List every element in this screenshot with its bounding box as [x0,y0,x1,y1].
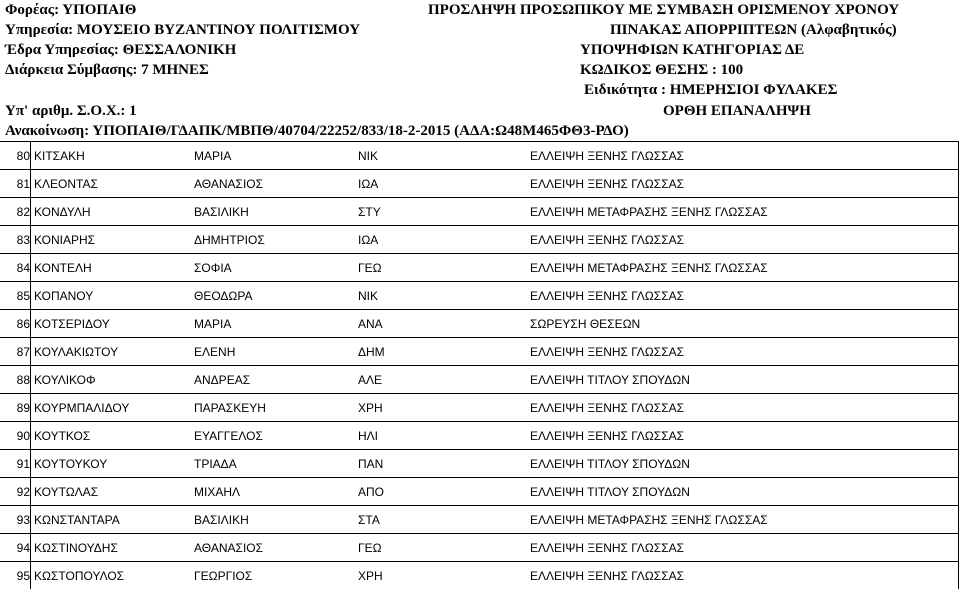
first-name: ΠΑΡΑΣΚΕΥΗ [194,401,266,415]
row-number: 85 [16,289,30,303]
rejection-reason: ΕΛΛΕΙΨΗ ΤΙΤΛΟΥ ΣΠΟΥΔΩΝ [530,457,690,471]
header-position-code: ΚΩΔΙΚΟΣ ΘΕΣΗΣ : 100 [580,62,744,78]
table-row [0,477,958,505]
rejection-reason: ΕΛΛΕΙΨΗ ΤΙΤΛΟΥ ΣΠΟΥΔΩΝ [530,485,690,499]
rejection-reason: ΕΛΛΕΙΨΗ ΞΕΝΗΣ ΓΛΩΣΣΑΣ [530,429,685,443]
father-name: ΓΕΩ [358,541,382,555]
last-name: ΚΟΥΛΙΚΟΦ [34,373,96,387]
father-name: ΝΙΚ [358,149,379,163]
first-name: ΘΕΟΔΩΡΑ [194,289,253,303]
first-name: ΜΑΡΙΑ [194,149,232,163]
table-row [0,169,958,197]
rejection-reason: ΕΛΛΕΙΨΗ ΤΙΤΛΟΥ ΣΠΟΥΔΩΝ [530,373,690,387]
table-row [0,253,958,281]
father-name: ΑΛΕ [358,373,383,387]
rejection-reason: ΕΛΛΕΙΨΗ ΞΕΝΗΣ ΓΛΩΣΣΑΣ [530,149,685,163]
father-name: ΧΡΗ [358,401,383,415]
father-name: ΙΩΑ [358,233,379,247]
first-name: ΜΙΧΑΗΛ [194,485,241,499]
row-number: 92 [16,485,30,499]
table-row [0,505,958,533]
row-number: 94 [16,541,30,555]
first-name: ΔΗΜΗΤΡΙΟΣ [194,233,265,247]
header-title: ΠΡΟΣΛΗΨΗ ΠΡΟΣΩΠΙΚΟΥ ΜΕ ΣΥΜΒΑΣΗ ΟΡΙΣΜΕΝΟΥ ΧΡΟΝΟΥ [428,2,900,18]
first-name: ΒΑΣΙΛΙΚΗ [194,513,249,527]
table-row [0,449,958,477]
header-agency: Φορέας: ΥΠΟΠΑΙΘ [5,2,137,18]
row-number: 91 [16,457,30,471]
table-row [0,141,958,169]
rejection-reason: ΕΛΛΕΙΨΗ ΞΕΝΗΣ ΓΛΩΣΣΑΣ [530,401,685,415]
last-name: ΚΟΥΛΑΚΙΩΤΟΥ [34,345,119,359]
last-name: ΚΛΕΟΝΤΑΣ [34,177,98,191]
document-header [0,0,960,140]
last-name: ΚΩΣΤΙΝΟΥΔΗΣ [34,541,118,555]
father-name: ΑΠΟ [358,485,385,499]
rejection-reason: ΕΛΛΕΙΨΗ ΜΕΤΑΦΡΑΣΗΣ ΞΕΝΗΣ ΓΛΩΣΣΑΣ [530,513,768,527]
rejection-reason: ΕΛΛΕΙΨΗ ΞΕΝΗΣ ΓΛΩΣΣΑΣ [530,345,685,359]
rejection-reason: ΕΛΛΕΙΨΗ ΞΕΝΗΣ ΓΛΩΣΣΑΣ [530,289,685,303]
header-contract-duration: Διάρκεια Σύμβασης: 7 ΜΗΝΕΣ [5,62,209,78]
last-name: ΚΙΤΣΑΚΗ [34,149,85,163]
first-name: ΜΑΡΙΑ [194,317,232,331]
row-number: 90 [16,429,30,443]
header-seat: Έδρα Υπηρεσίας: ΘΕΣΣΑΛΟΝΙΚΗ [5,42,237,58]
header-table-type: ΠΙΝΑΚΑΣ ΑΠΟΡΡΙΠΤΕΩΝ (Αλφαβητικός) [610,22,897,38]
table-row [0,561,958,589]
first-name: ΕΥΑΓΓΕΛΟΣ [194,429,263,443]
table-row [0,337,958,365]
row-number: 81 [16,177,30,191]
row-number: 87 [16,345,30,359]
father-name: ΧΡΗ [358,569,383,583]
rejection-reason: ΕΛΛΕΙΨΗ ΜΕΤΑΦΡΑΣΗΣ ΞΕΝΗΣ ΓΛΩΣΣΑΣ [530,205,768,219]
row-number: 80 [16,149,30,163]
table-row [0,225,958,253]
header-soc-number: Υπ' αριθμ. Σ.Ο.Χ.: 1 [5,103,137,119]
table-row [0,533,958,561]
first-name: ΑΘΑΝΑΣΙΟΣ [194,177,264,191]
last-name: ΚΟΝΔΥΛΗ [34,205,91,219]
father-name: ΣΤΑ [358,513,380,527]
row-number: 83 [16,233,30,247]
father-name: ΑΝΑ [358,317,383,331]
table-row [0,281,958,309]
last-name: ΚΟΥΤΚΟΣ [34,429,91,443]
row-number: 82 [16,205,30,219]
father-name: ΠΑΝ [358,457,384,471]
first-name: ΑΝΔΡΕΑΣ [194,373,251,387]
table-row [0,393,958,421]
last-name: ΚΟΥΤΩΛΑΣ [34,485,99,499]
table-column-divider [30,141,31,589]
rejection-reason: ΕΛΛΕΙΨΗ ΞΕΝΗΣ ΓΛΩΣΣΑΣ [530,569,685,583]
first-name: ΣΟΦΙΑ [194,261,232,275]
first-name: ΓΕΩΡΓΙΟΣ [194,569,253,583]
header-correction: ΟΡΘΗ ΕΠΑΝΑΛΗΨΗ [663,103,811,119]
last-name: ΚΟΠΑΝΟΥ [34,289,94,303]
row-number: 89 [16,401,30,415]
row-number: 88 [16,373,30,387]
last-name: ΚΟΥΤΟΥΚΟΥ [34,457,108,471]
father-name: ΝΙΚ [358,289,379,303]
rejection-reason: ΣΩΡΕΥΣΗ ΘΕΣΕΩΝ [530,317,641,331]
father-name: ΓΕΩ [358,261,382,275]
last-name: ΚΟΝΙΑΡΗΣ [34,233,96,247]
row-number: 86 [16,317,30,331]
table-row [0,197,958,225]
last-name: ΚΩΣΤΟΠΟΥΛΟΣ [34,569,125,583]
first-name: ΑΘΑΝΑΣΙΟΣ [194,541,264,555]
header-announcement: Ανακοίνωση: ΥΠΟΠΑΙΘ/ΓΔΑΠΚ/ΜΒΠΘ/40704/22252/833/18-2-2015 (ΑΔΑ:Ω48Μ465ΦΘ3-ΡΔΟ) [5,123,629,139]
header-specialty: Ειδικότητα : ΗΜΕΡΗΣΙΟΙ ΦΥΛΑΚΕΣ [584,82,838,98]
rejection-reason: ΕΛΛΕΙΨΗ ΞΕΝΗΣ ΓΛΩΣΣΑΣ [530,177,685,191]
table-row [0,309,958,337]
header-service: Υπηρεσία: ΜΟΥΣΕΙΟ ΒΥΖΑΝΤΙΝΟΥ ΠΟΛΙΤΙΣΜΟΥ [5,22,361,38]
father-name: ΗΛΙ [358,429,379,443]
father-name: ΙΩΑ [358,177,379,191]
last-name: ΚΟΥΡΜΠΑΛΙΔΟΥ [34,401,130,415]
first-name: ΕΛΕΝΗ [194,345,236,359]
table-row [0,421,958,449]
rejection-reason: ΕΛΛΕΙΨΗ ΞΕΝΗΣ ΓΛΩΣΣΑΣ [530,233,685,247]
header-category: ΥΠΟΨΗΦΙΩΝ ΚΑΤΗΓΟΡΙΑΣ ΔΕ [580,42,805,58]
table-row [0,365,958,393]
father-name: ΔΗΜ [358,345,385,359]
first-name: ΒΑΣΙΛΙΚΗ [194,205,249,219]
rejection-reason: ΕΛΛΕΙΨΗ ΞΕΝΗΣ ΓΛΩΣΣΑΣ [530,541,685,555]
first-name: ΤΡΙΑΔΑ [194,457,237,471]
last-name: ΚΟΝΤΕΛΗ [34,261,92,275]
row-number: 84 [16,261,30,275]
last-name: ΚΩΝΣΤΑΝΤΑΡΑ [34,513,120,527]
rejection-reason: ΕΛΛΕΙΨΗ ΜΕΤΑΦΡΑΣΗΣ ΞΕΝΗΣ ΓΛΩΣΣΑΣ [530,261,768,275]
row-number: 95 [16,569,30,583]
last-name: ΚΟΤΣΕΡΙΔΟΥ [34,317,110,331]
father-name: ΣΤΥ [358,205,381,219]
table-right-border [958,141,959,589]
row-number: 93 [16,513,30,527]
